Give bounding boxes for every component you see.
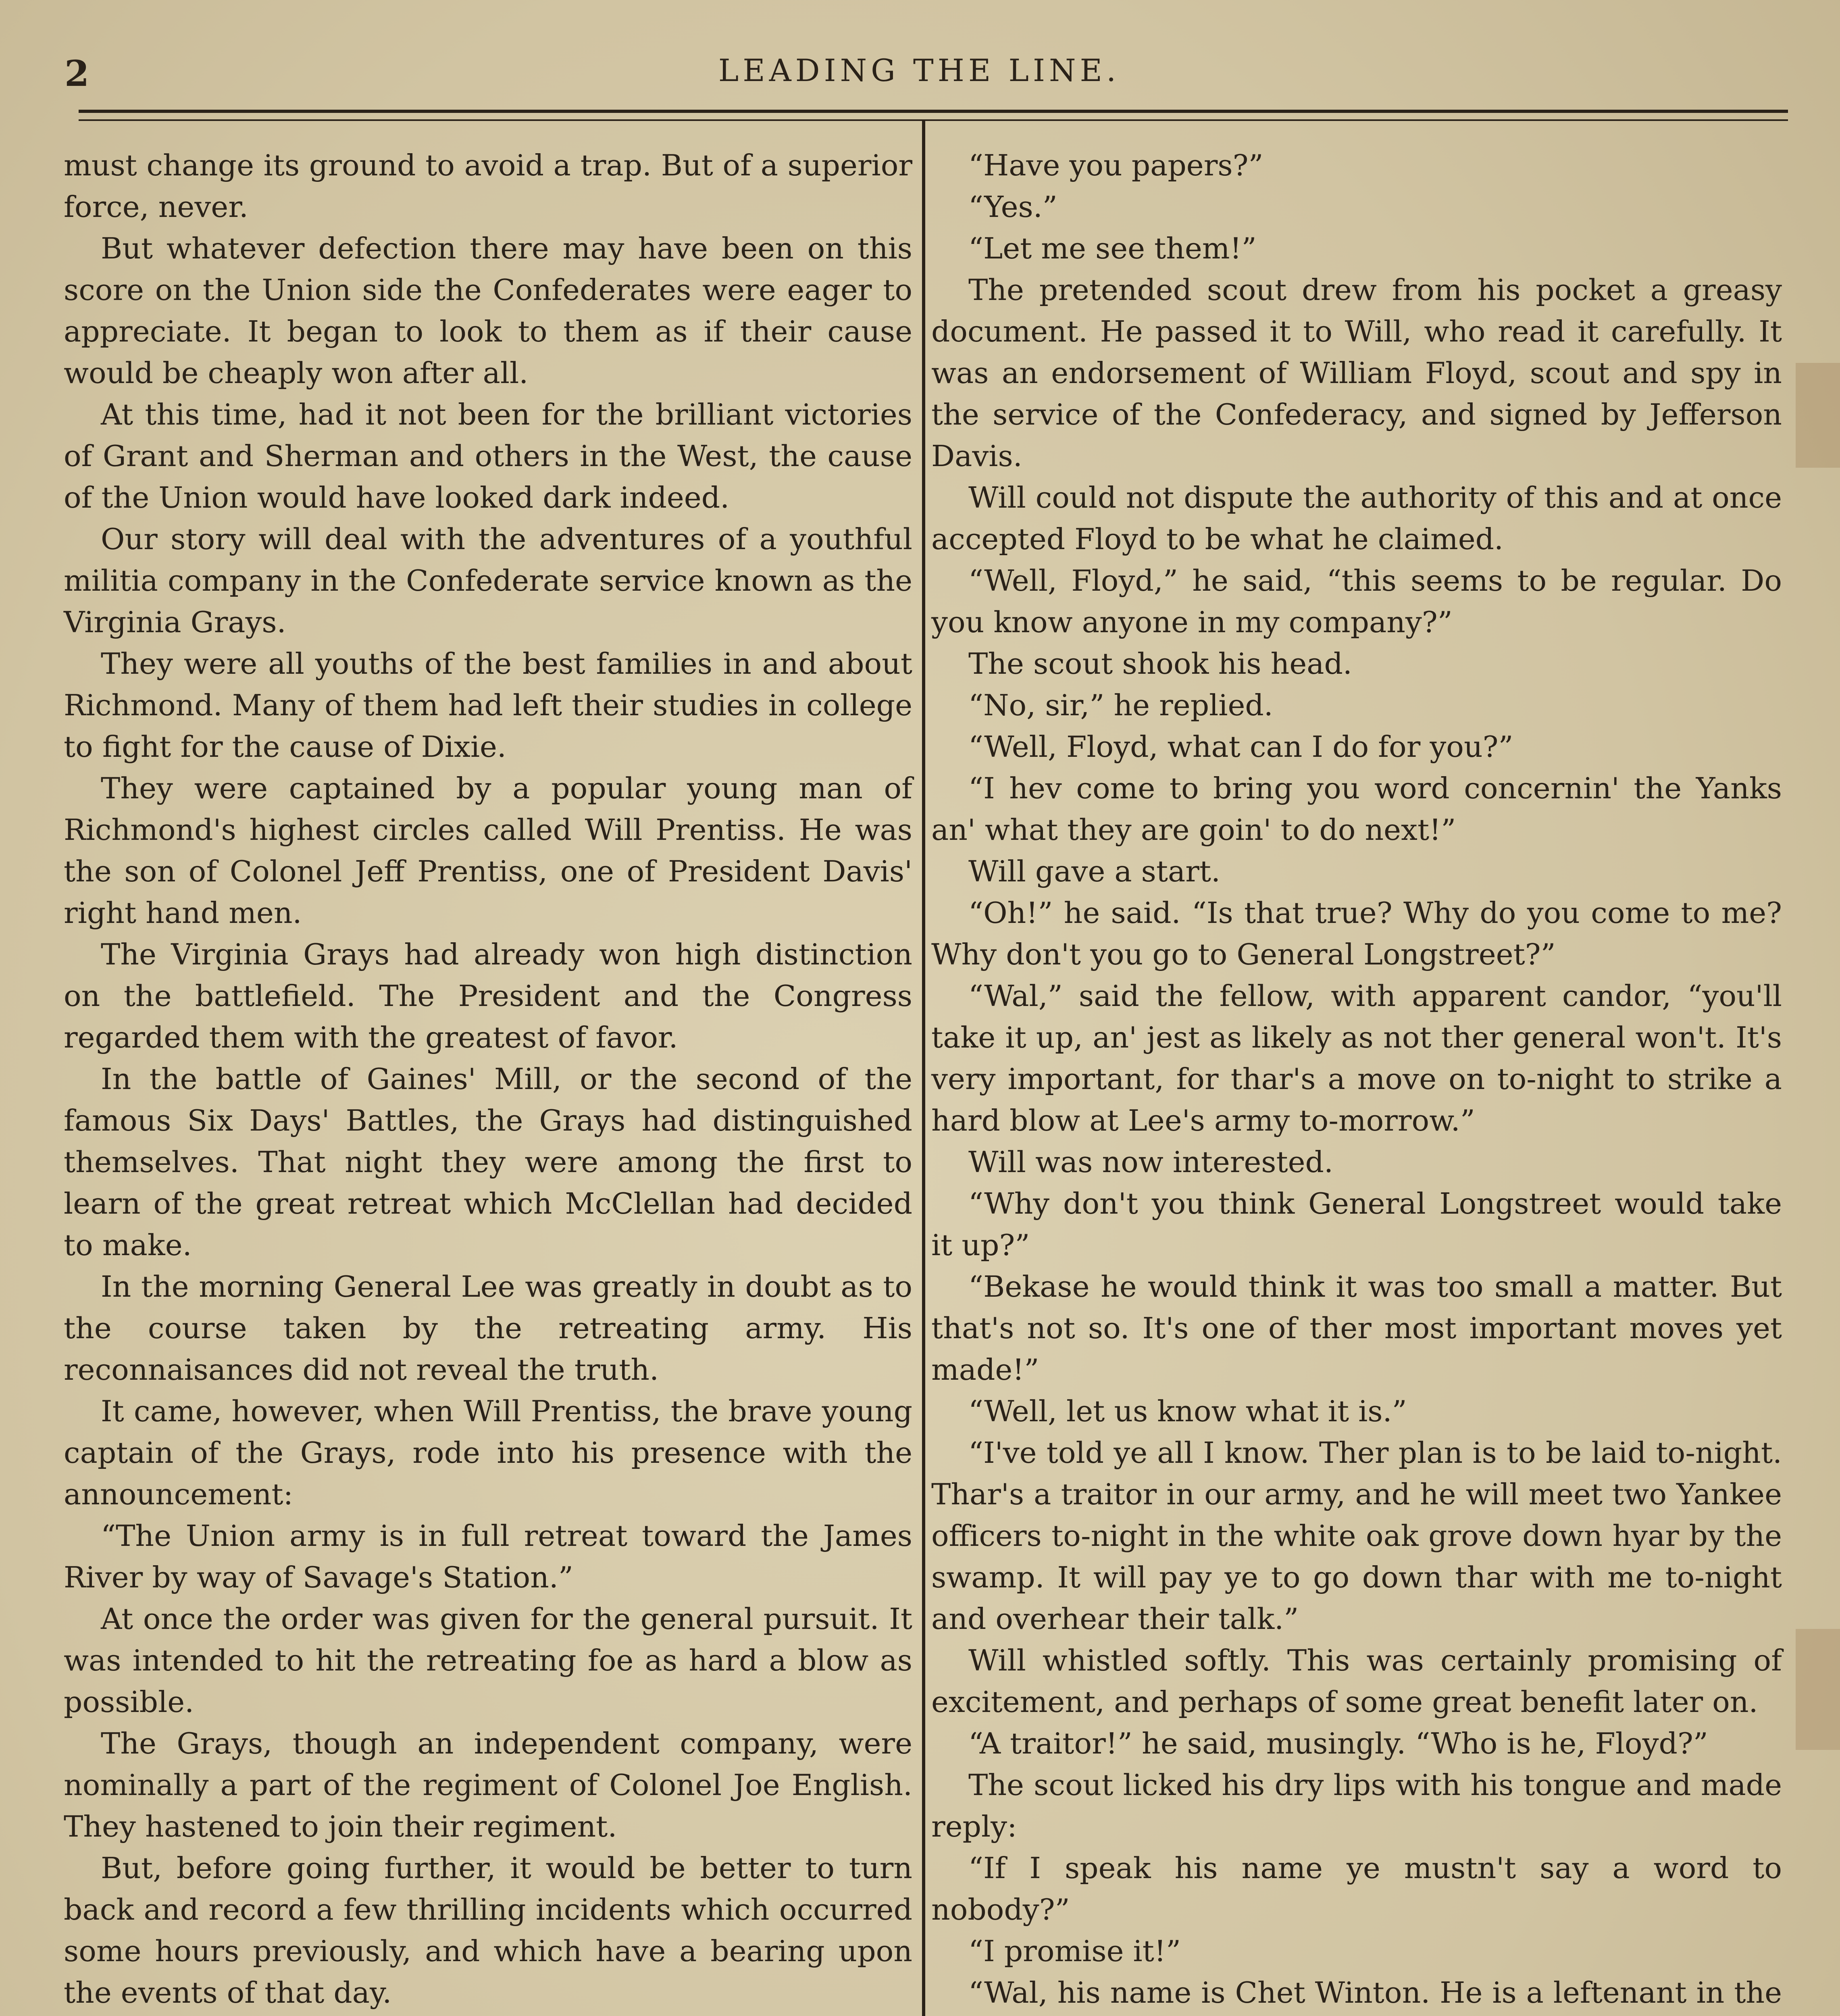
paragraph: They were captained by a popular young man of Richmond's highest circles called Will Prentiss. He was the son of Colonel Jeff Prentiss, one of President Davis' right hand men. (64, 772, 912, 930)
left-column (64, 145, 912, 2016)
paragraph: They were all youths of the best families in and about Richmond. Many of them had left their studies in college to fight for the cause of Dixie. (64, 647, 912, 764)
paragraph: “Well, let us know what it is.” (968, 1395, 1407, 1429)
paragraph: “I hev come to bring you word concernin' the Yanks an' what they are goin' to do next!” (931, 772, 1782, 847)
paragraph: “I've told ye all I know. Ther plan is to be laid to-night. Thar's a traitor in our army, and he will meet two Yankee officers to-night in the white oak grove down hyar by the swamp. It will pay ye to go down thar with me to-night and overhear their talk.” (931, 1436, 1782, 1636)
paragraph: But, before going further, it would be better to turn back and record a few thrilling incidents which occurred some hours previously, and which have a bearing upon the events of that day. (64, 1851, 912, 2010)
paragraph: In the morning General Lee was greatly in doubt as to the course taken by the retreating army. His reconnaisances did not reveal the truth. (64, 1270, 912, 1387)
paragraph: The Virginia Grays had already won high distinction on the battlefield. The President and the Congress regarded them with the greatest of favor. (64, 938, 912, 1055)
paragraph: “Why don't you think General Longstreet would take it up?” (931, 1187, 1782, 1262)
paragraph: “I promise it!” (968, 1935, 1181, 1968)
paragraph: The scout shook his head. (968, 647, 1352, 681)
paragraph (64, 2014, 912, 2016)
paragraph: The scout licked his dry lips with his tongue and made reply: (931, 1768, 1782, 1844)
paragraph: “Wal, his name is Chet Winton. He is a leftenant in the (968, 1976, 1782, 2010)
paragraph: At this time, had it not been for the brilliant victories of Grant and Sherman and others in the West, the cause of the Union would have looked dark indeed. (64, 398, 912, 515)
paragraph: “If I speak his name ye mustn't say a word to nobody?” (931, 1851, 1782, 1927)
paragraph: “Bekase he would think it was too small a matter. But that's not so. It's one of ther most important moves yet made!” (931, 1270, 1782, 1387)
column-divider (922, 121, 925, 2016)
paragraph: In the battle of Gaines' Mill, or the second of the famous Six Days' Battles, the Grays had distinguished themselves. That night they were among the first to learn of the great retreat which McClellan had decided to make. (64, 1062, 912, 1262)
paragraph: At once the order was given for the general pursuit. It was intended to hit the retreating foe as hard a blow as possible. (64, 1602, 912, 1719)
edge-stain (1796, 363, 1840, 468)
paragraph: “Yes.” (968, 190, 1057, 224)
paragraph: Will whistled softly. This was certainly promising of excitement, and perhaps of some great benefit later on. (931, 1644, 1782, 1719)
paragraph: “Wal,” said the fellow, with apparent candor, “you'll take it up, an' jest as likely as not ther general won't. It's very important, for thar's a move on to-night to strike a hard blow at Lee's army to-morrow.” (931, 979, 1782, 1138)
paragraph: The pretended scout drew from his pocket a greasy document. He passed it to Will, who read it carefully. It was an endorsement of William Floyd, scout and spy in the service of the Confederacy, and signed by Jefferson Davis. (931, 273, 1782, 473)
edge-stain (1796, 1629, 1840, 1750)
paragraph: “Well, Floyd, what can I do for you?” (968, 730, 1513, 764)
paragraph: “Well, Floyd,” he said, “this seems to be regular. Do you know anyone in my company?” (931, 564, 1782, 639)
header-rule-thick (79, 110, 1788, 113)
paragraph: Will could not dispute the authority of this and at once accepted Floyd to be what he claimed. (931, 481, 1782, 556)
paragraph: Our story will deal with the adventures of a youthful militia company in the Confederate service known as the Virginia Grays. (64, 523, 912, 639)
paragraph: The Grays, though an independent company, were nominally a part of the regiment of Colonel Joe English. They hastened to join their regiment. (64, 1727, 912, 1844)
page-number: 2 (65, 52, 90, 94)
paragraph: must change its ground to avoid a trap. But of a superior force, never. (64, 149, 912, 224)
page-header (65, 52, 1774, 97)
paragraph: “Oh!” he said. “Is that true? Why do you come to me? Why don't you go to General Longstreet?” (931, 896, 1782, 972)
right-column (931, 145, 1782, 2016)
running-title: LEADING THE LINE. (718, 52, 1120, 88)
paragraph: Will gave a start. (968, 855, 1221, 889)
paragraph: “A traitor!” he said, musingly. “Who is he, Floyd?” (968, 1727, 1708, 1761)
header-rule-thin (79, 119, 1788, 121)
paragraph: “The Union army is in full retreat toward the James River by way of Savage's Station.” (64, 1519, 912, 1595)
paragraph: But whatever defection there may have been on this score on the Union side the Confederates were eager to appreciate. It began to look to them as if their cause would be cheaply won after all. (64, 232, 912, 390)
paragraph: It came, however, when Will Prentiss, the brave young captain of the Grays, rode into his presence with the announcement: (64, 1395, 912, 1512)
paragraph: “Let me see them!” (968, 232, 1257, 266)
paragraph: “No, sir,” he replied. (968, 689, 1273, 723)
paragraph: “Have you papers?” (968, 149, 1263, 183)
paragraph: Will was now interested. (968, 1145, 1334, 1179)
